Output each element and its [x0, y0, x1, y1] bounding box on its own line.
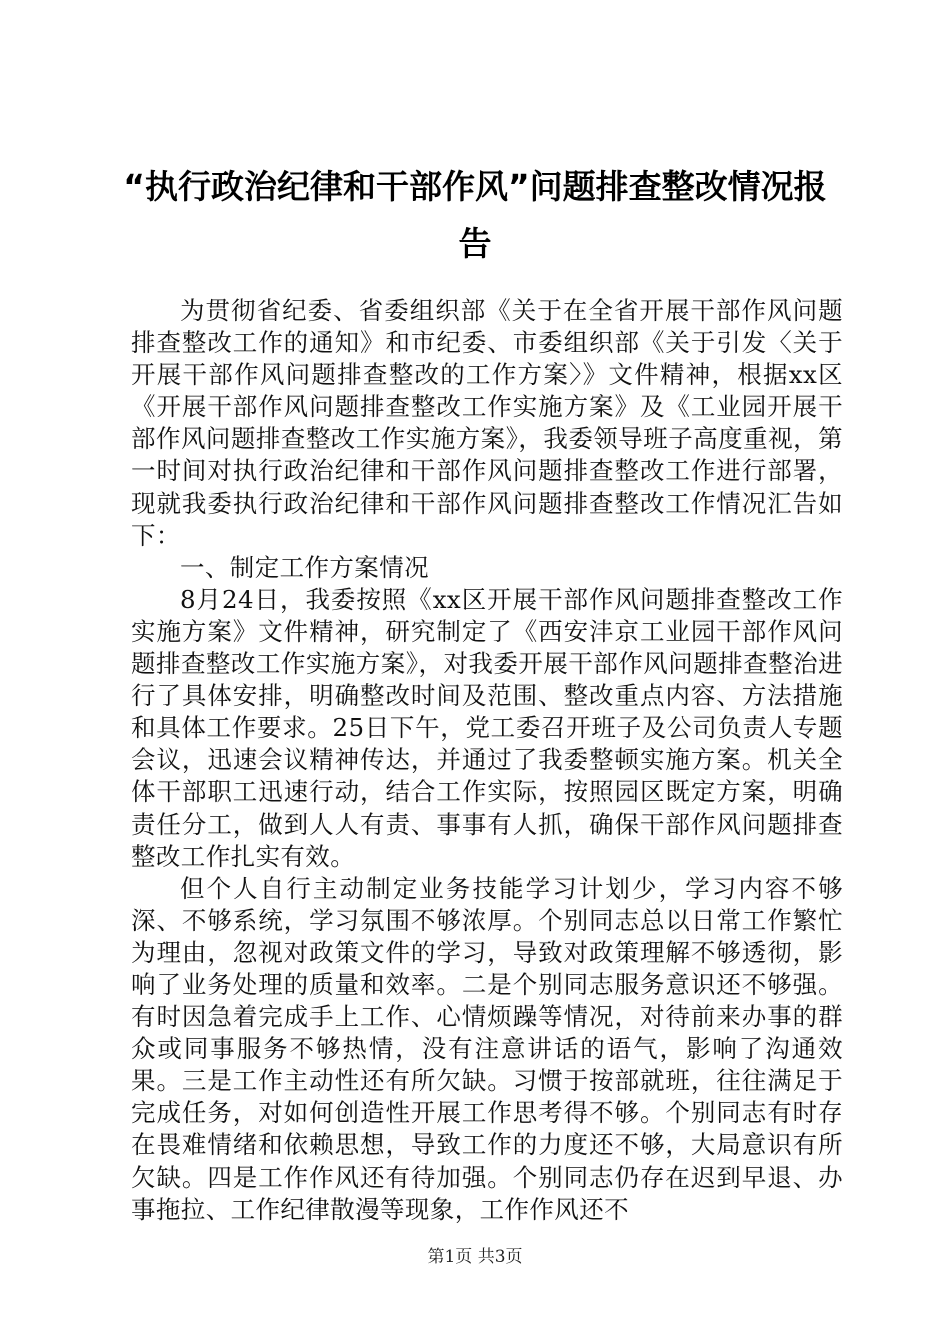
section-heading: 一、制定工作方案情况 [180, 552, 429, 582]
document-title: “执行政治纪律和干部作风”问题排查整改情况报告 [123, 167, 827, 263]
intro-paragraph: 为贯彻省纪委、省委组织部《关于在全省开展干部作风问题排查整改工作的通知》和市纪委、市委组织部《关于引发〈关于开展干部作风问题排查整改的工作方案〉》文件精神，根据xx区《开展干部作风问题排查整改工作实施方案》及《工业园开展干部作风问题排查整改工作实施方案》，我委领导班子高度重视，第一时间对执行政治纪律和干部作风问题排查整改工作进行部署，现就我委执行政治纪律和干部作风问题排查整改工作情况汇告如下： [131, 296, 843, 550]
problems-paragraph: 但个人自行主动制定业务技能学习计划少，学习内容不够深、不够系统，学习氛围不够浓厚。个别同志总以日常工作繁忙为理由，忽视对政策文件的学习，导致对政策理解不够透彻，影响了业务处理的质量和效率。二是个别同志服务意识还不够强。有时因急着完成手上工作、心情烦躁等情况，对待前来办事的群众或同事服务不够热情，没有注意讲话的语气，影响了沟通效果。三是工作主动性还有所欠缺。习惯于按部就班，往往满足于完成任务，对如何创造性开展工作思考得不够。个别同志有时存在畏难情绪和依赖思想，导致工作的力度还不够，大局意识有所欠缺。四是工作作风还有待加强。个别同志仍存在迟到早退、办事拖拉、工作纪律散漫等现象，工作作风还不 [131, 873, 843, 1224]
page-number-footer: 第1页 共3页 [427, 1247, 523, 1267]
document-body [131, 295, 843, 1226]
section-paragraph: 8月24日，我委按照《xx区开展干部作风问题排查整改工作实施方案》文件精神，研究制定了《西安沣京工业园干部作风问题排查整改工作实施方案》，对我委开展干部作风问题排查整治进行了具体安排，明确整改时间及范围、整改重点内容、方法措施和具体工作要求。25日下午，党工委召开班子及公司负责人专题会议，迅速会议精神传达，并通过了我委整顿实施方案。机关全体干部职工迅速行动，结合工作实际，按照园区既定方案，明确责任分工，做到人人有责、事事有人抓，确保干部作风问题排查整改工作扎实有效。 [131, 584, 843, 871]
